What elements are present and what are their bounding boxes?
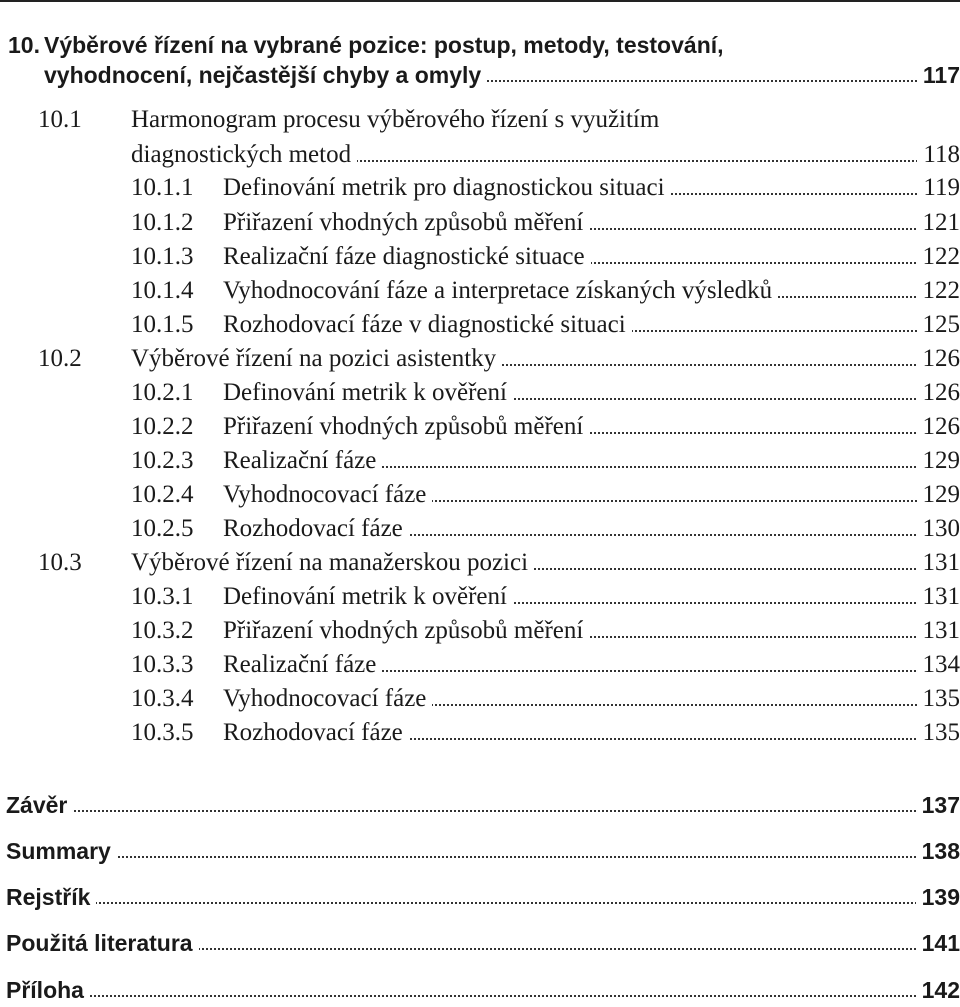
entry-page-number: 125 (917, 308, 960, 342)
toc-entry[interactable] (0, 682, 960, 716)
dot-leader (353, 160, 921, 162)
dot-leader (498, 364, 920, 366)
entry-page-number: 121 (917, 206, 960, 240)
back-matter-title: Použitá literatura (6, 926, 199, 960)
chapter-heading-continued[interactable] (0, 58, 960, 92)
entry-page-number: 134 (917, 648, 960, 682)
toc-entry[interactable] (0, 512, 960, 546)
entry-page-number: 131 (917, 614, 960, 648)
entry-title: Vyhodnocovací fáze (223, 478, 432, 512)
dot-leader (378, 670, 920, 672)
toc-entry[interactable] (0, 342, 960, 376)
back-matter-entry[interactable] (0, 788, 960, 822)
toc-entry[interactable] (0, 171, 960, 205)
dot-leader (195, 948, 920, 950)
back-matter-title: Rejstřík (6, 880, 96, 914)
back-matter-entry[interactable] (0, 880, 960, 914)
entry-number: 10.1.5 (131, 308, 194, 342)
entry-page-number: 129 (917, 478, 960, 512)
entry-title: Realizační fáze (223, 648, 382, 682)
entry-number: 10.1.1 (131, 171, 194, 205)
chapter-heading[interactable] (0, 28, 960, 62)
entry-number: 10.3.3 (131, 648, 194, 682)
entry-number: 10.3.4 (131, 682, 194, 716)
back-matter-title: Příloha (6, 973, 90, 1007)
toc-entry[interactable] (0, 410, 960, 444)
top-rule (0, 0, 960, 2)
entry-page-number: 135 (917, 716, 960, 750)
entry-title: Definování metrik k ověření (223, 580, 513, 614)
entry-number: 10.2.2 (131, 410, 194, 444)
entry-page-number: 119 (917, 171, 960, 205)
entry-title: Přiřazení vhodných způsobů měření (223, 410, 589, 444)
dot-leader (585, 228, 920, 230)
entry-number: 10.2.4 (131, 478, 194, 512)
toc-entry[interactable] (0, 716, 960, 750)
entry-page-number: 135 (917, 682, 960, 716)
back-matter-entry[interactable] (0, 926, 960, 960)
back-matter-entry[interactable] (0, 834, 960, 868)
entry-title: Harmonogram procesu výběrového řízení s využitím (131, 103, 665, 137)
entry-number: 10.1 (38, 103, 82, 137)
toc-entry[interactable] (0, 103, 960, 137)
entry-page-number: 122 (917, 274, 960, 308)
entry-title: Vyhodnocovací fáze (223, 682, 432, 716)
toc-entry[interactable] (0, 444, 960, 478)
entry-title: Přiřazení vhodných způsobů měření (223, 614, 589, 648)
back-matter-entry[interactable] (0, 973, 960, 1007)
entry-title: diagnostických metod (131, 138, 357, 172)
dot-leader (92, 902, 920, 904)
entry-number: 10.1.2 (131, 206, 194, 240)
dot-leader (530, 568, 920, 570)
toc-entry[interactable] (0, 546, 960, 580)
dot-leader (585, 636, 920, 638)
entry-page-number: 126 (917, 376, 960, 410)
toc-entry[interactable] (0, 376, 960, 410)
entry-number: 10.3 (38, 546, 82, 580)
dot-leader (405, 738, 920, 740)
entry-number: 10.3.1 (131, 580, 194, 614)
entry-page-number: 118 (917, 138, 960, 172)
entry-title: Definování metrik pro diagnostickou situaci (223, 171, 671, 205)
entry-title: Výběrové řízení na manažerskou pozici (131, 546, 534, 580)
dot-leader (667, 193, 921, 195)
back-matter-page-number: 138 (916, 834, 960, 868)
entry-page-number: 126 (917, 342, 960, 376)
entry-title: Přiřazení vhodných způsobů měření (223, 206, 589, 240)
back-matter-page-number: 141 (916, 926, 960, 960)
entry-page-number: 131 (917, 546, 960, 580)
entry-number: 10.3.5 (131, 716, 194, 750)
dot-leader (378, 466, 920, 468)
dot-leader (69, 810, 920, 812)
dot-leader (86, 995, 920, 997)
dot-leader (774, 296, 920, 298)
entry-page-number: 130 (917, 512, 960, 546)
entry-page-number: 129 (917, 444, 960, 478)
dot-leader (113, 856, 920, 858)
dot-leader (509, 398, 920, 400)
toc-entry[interactable] (0, 308, 960, 342)
entry-number: 10.1.4 (131, 274, 194, 308)
chapter-page-number: 117 (917, 58, 960, 92)
entry-title: Realizační fáze (223, 444, 382, 478)
back-matter-page-number: 142 (916, 973, 960, 1007)
dot-leader (628, 330, 920, 332)
toc-entry[interactable] (0, 614, 960, 648)
toc-entry[interactable] (0, 138, 960, 172)
entry-page-number: 122 (917, 240, 960, 274)
entry-page-number: 126 (917, 410, 960, 444)
dot-leader (509, 602, 920, 604)
dot-leader (585, 432, 920, 434)
dot-leader (483, 80, 921, 82)
toc-entry[interactable] (0, 648, 960, 682)
toc-entry[interactable] (0, 240, 960, 274)
entry-title: Definování metrik k ověření (223, 376, 513, 410)
dot-leader (428, 500, 920, 502)
chapter-title-line2: vyhodnocení, nejčastější chyby a omyly (44, 58, 487, 92)
entry-title: Výběrové řízení na pozici asistentky (131, 342, 502, 376)
entry-title: Rozhodovací fáze v diagnostické situaci (223, 308, 632, 342)
entry-number: 10.2 (38, 342, 82, 376)
toc-entry[interactable] (0, 274, 960, 308)
entry-number: 10.2.5 (131, 512, 194, 546)
back-matter-page-number: 137 (916, 788, 960, 822)
toc-entry[interactable] (0, 580, 960, 614)
entry-title: Rozhodovací fáze (223, 512, 409, 546)
entry-page-number: 131 (917, 580, 960, 614)
entry-number: 10.2.3 (131, 444, 194, 478)
dot-leader (428, 704, 920, 706)
entry-number: 10.1.3 (131, 240, 194, 274)
entry-title: Vyhodnocování fáze a interpretace získaných výsledků (223, 274, 778, 308)
entry-number: 10.3.2 (131, 614, 194, 648)
dot-leader (587, 262, 920, 264)
back-matter-title: Summary (6, 834, 117, 868)
toc-entry[interactable] (0, 478, 960, 512)
toc-entry[interactable] (0, 206, 960, 240)
back-matter-page-number: 139 (916, 880, 960, 914)
entry-number: 10.2.1 (131, 376, 194, 410)
entry-title: Rozhodovací fáze (223, 716, 409, 750)
dot-leader (405, 534, 920, 536)
chapter-number: 10. (8, 28, 40, 62)
entry-title: Realizační fáze diagnostické situace (223, 240, 591, 274)
chapter-title-line1: Výběrové řízení na vybrané pozice: postup, metody, testování, (44, 28, 730, 62)
back-matter-title: Závěr (6, 788, 73, 822)
